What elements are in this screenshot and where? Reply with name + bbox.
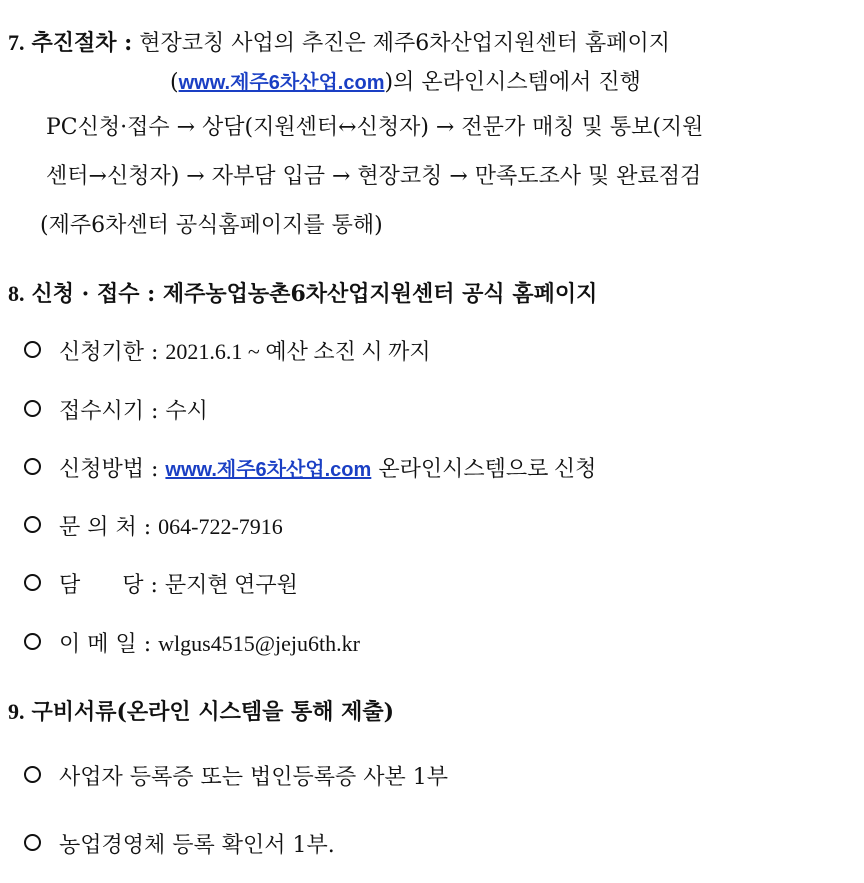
circle-bullet-icon <box>24 341 41 358</box>
section-9-number: 9. <box>8 699 25 724</box>
section-8-heading <box>8 279 597 310</box>
homepage-link[interactable]: www.제주6차산업.com <box>178 72 385 94</box>
list-item-deadline <box>24 337 431 368</box>
item-label: 문 의 처 : <box>59 515 152 540</box>
list-item-contact <box>24 512 283 543</box>
item-label: 접수시기 : <box>59 399 159 424</box>
item-label: 신청기한 : <box>59 340 159 365</box>
section-9-title: 구비서류(온라인 시스템을 통해 제출) <box>31 699 395 725</box>
section-9-heading <box>8 697 394 728</box>
item-value: 농업경영체 등록 확인서 1부. <box>59 833 335 858</box>
item-value: 사업자 등록증 또는 법인등록증 사본 1부 <box>59 765 448 790</box>
list-item-method <box>24 454 596 485</box>
section-8-number: 8. <box>8 281 25 306</box>
item-label: 담 당 : <box>59 573 158 598</box>
process-line-3: (제주6차센터 공식홈페이지를 통해) <box>40 213 383 238</box>
item-value: 2021.6.1 ~ 예산 소진 시 까지 <box>165 339 431 364</box>
list-item-manager <box>24 570 298 601</box>
circle-bullet-icon <box>24 458 41 475</box>
section-7-heading-line <box>8 28 670 59</box>
circle-bullet-icon <box>24 400 41 417</box>
item-value: 수시 <box>165 398 208 423</box>
document-item <box>24 831 335 861</box>
circle-bullet-icon <box>24 516 41 533</box>
section-7-link-line <box>170 68 641 98</box>
process-line-2: 센터→신청자) → 자부담 입금 → 현장코칭 → 만족도조사 및 완료점검 <box>46 164 702 189</box>
item-value: wlgus4515@jeju6th.kr <box>158 631 360 656</box>
section-7-title: 추진절차 : <box>31 30 133 56</box>
document-item <box>24 763 448 793</box>
paren-open: ( <box>170 70 179 95</box>
circle-bullet-icon <box>24 766 41 783</box>
item-value: 온라인시스템으로 신청 <box>378 456 597 481</box>
list-item-period <box>24 396 208 427</box>
item-label: 신청방법 : <box>59 457 159 482</box>
section-8-title: 신청 · 접수 : 제주농업농촌6차산업지원센터 공식 홈페이지 <box>31 281 598 307</box>
section-7-text: 현장코칭 사업의 추진은 제주6차산업지원센터 홈페이지 <box>139 31 671 56</box>
section-7-text-2: )의 온라인시스템에서 진행 <box>384 70 641 95</box>
circle-bullet-icon <box>24 633 41 650</box>
item-value: 문지현 연구원 <box>164 572 298 597</box>
list-item-email <box>24 629 360 660</box>
method-link[interactable]: www.제주6차산업.com <box>165 459 372 481</box>
item-value: 064-722-7916 <box>158 514 283 539</box>
item-label: 이 메 일 : <box>59 632 152 657</box>
circle-bullet-icon <box>24 834 41 851</box>
section-7-number: 7. <box>8 30 25 55</box>
circle-bullet-icon <box>24 574 41 591</box>
process-line-1: PC신청·접수 → 상담(지원센터↔신청자) → 전문가 매칭 및 통보(지원 <box>46 115 704 140</box>
